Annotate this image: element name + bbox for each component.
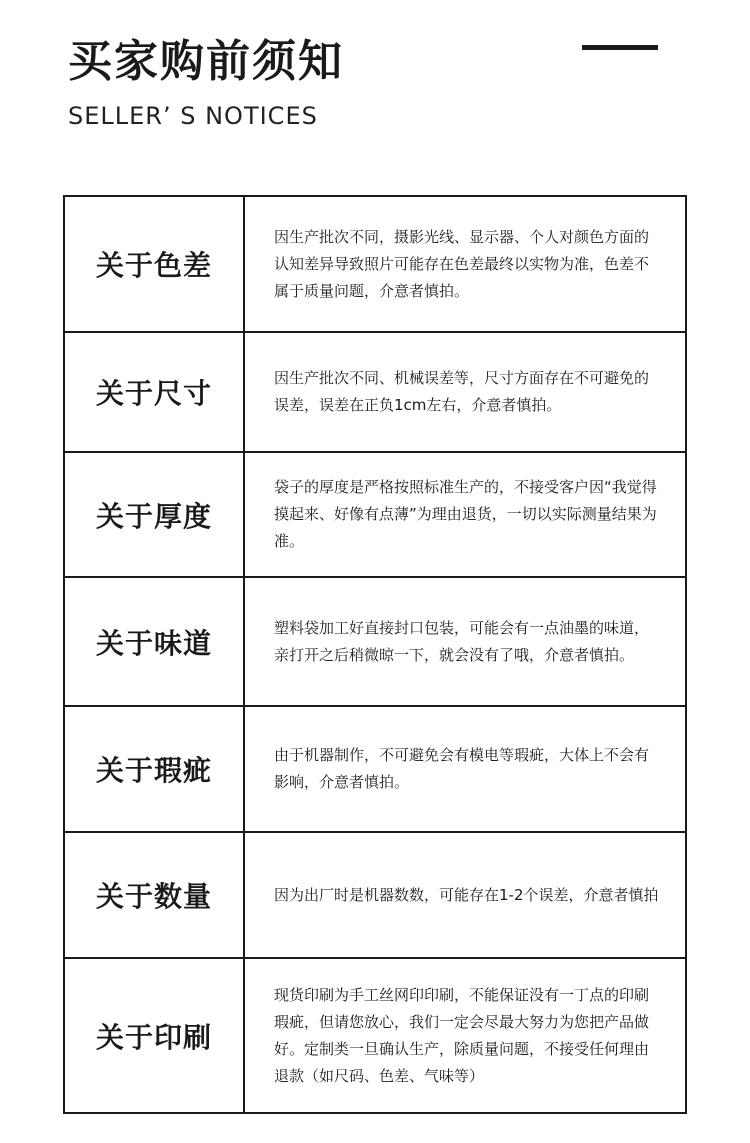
notice-row-printing	[65, 959, 685, 1112]
notices-table	[63, 195, 687, 1114]
notice-text: 现货印刷为手工丝网印印刷，不能保证没有一丁点的印刷瑕疵，但请您放心，我们一定会尽最大努力为您把产品做好。定制类一旦确认生产，除质量问题，不接受任何理由退款（如尺码、色差、气味等）	[274, 985, 650, 1085]
notice-heading: 关于瑕疵	[65, 707, 245, 831]
page-subtitle: SELLER’ S NOTICES	[68, 102, 318, 130]
notice-row-defects	[65, 707, 685, 833]
notice-heading: 关于印刷	[65, 959, 245, 1112]
notice-heading: 关于味道	[65, 578, 245, 705]
decorative-rule	[582, 45, 658, 50]
page-title: 买家购前须知	[68, 36, 344, 87]
notice-text: 袋子的厚度是严格按照标准生产的，不接受客户因“我觉得摸起来、好像有点薄”为理由退货，一切以实际测量结果为准。	[274, 478, 657, 550]
notice-row-thickness	[65, 453, 685, 578]
notice-heading: 关于尺寸	[65, 333, 245, 451]
notice-row-size	[65, 333, 685, 453]
notice-heading: 关于数量	[65, 833, 245, 957]
notice-row-odor	[65, 578, 685, 707]
notice-text: 因生产批次不同，摄影光线、显示器、个人对颜色方面的认知差异导致照片可能存在色差最终以实物为准，色差不属于质量问题，介意者慎拍。	[274, 227, 650, 300]
notice-row-quantity	[65, 833, 685, 959]
notice-text: 塑料袋加工好直接封口包装，可能会有一点油墨的味道，亲打开之后稍微晾一下，就会没有了哦，介意者慎拍。	[274, 618, 650, 664]
notice-text: 因生产批次不同、机械误差等，尺寸方面存在不可避免的误差，误差在正负1cm左右，介意者慎拍。	[274, 369, 650, 414]
notice-text: 因为出厂时是机器数数，可能存在1-2个误差，介意者慎拍	[274, 885, 659, 904]
notice-text: 由于机器制作，不可避免会有模电等瑕疵，大体上不会有影响，介意者慎拍。	[274, 746, 650, 791]
notice-heading: 关于色差	[65, 197, 245, 331]
notice-heading: 关于厚度	[65, 453, 245, 576]
notice-row-color-difference	[65, 197, 685, 333]
